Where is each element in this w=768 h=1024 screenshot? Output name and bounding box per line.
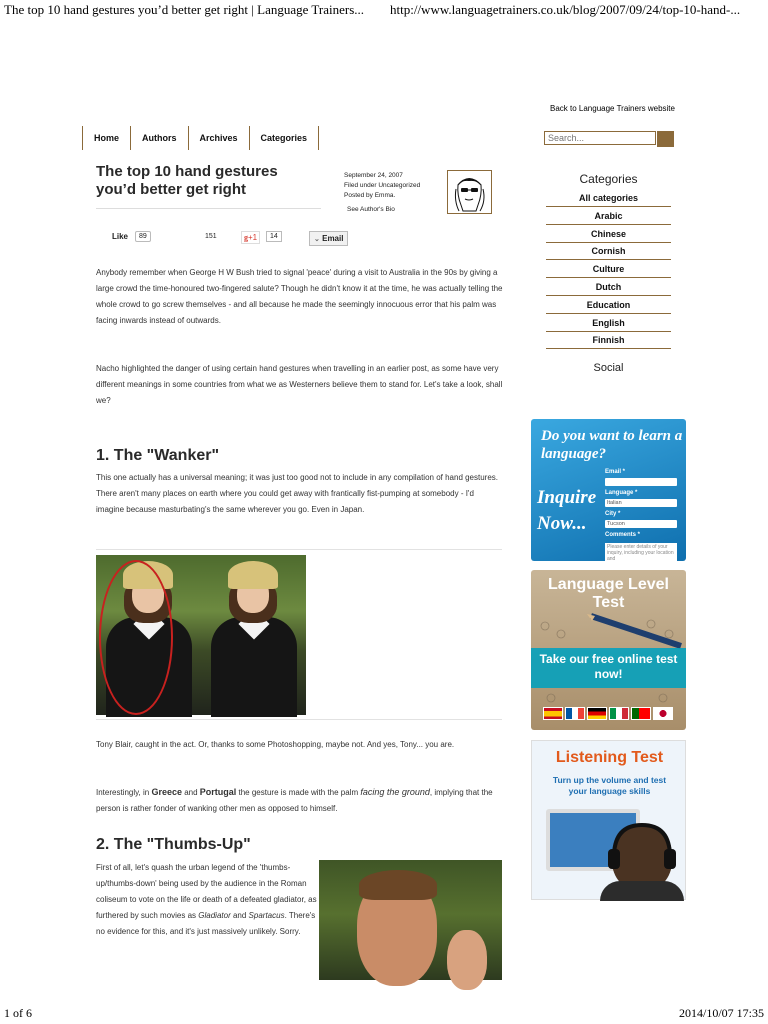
main-nav bbox=[82, 126, 319, 150]
s2-text-1: First of all, let's quash the urban legend of the 'thumbs-up/thumbs-down' being used by the audience in the Roman coliseum to vote on the life or death of a defeated gladiator, as furthered by such movies as bbox=[96, 863, 317, 920]
page-number: 1 of 6 bbox=[4, 1006, 32, 1020]
search-input[interactable] bbox=[544, 131, 656, 145]
chevron-down-icon: ⌄ bbox=[314, 236, 320, 243]
categories-list bbox=[546, 190, 671, 346]
image-top-rule bbox=[96, 549, 502, 550]
tweet-count: 151 bbox=[205, 233, 217, 240]
category-arabic[interactable]: Arabic bbox=[546, 208, 671, 225]
flag-italy-icon bbox=[609, 707, 629, 720]
ad3-title: Listening Test bbox=[555, 749, 664, 766]
flag-portugal-icon bbox=[631, 707, 651, 720]
note-text-1: Interestingly, in bbox=[96, 788, 152, 797]
email-share-button[interactable] bbox=[309, 231, 348, 246]
category-culture[interactable]: Culture bbox=[546, 261, 671, 278]
note-greece: Greece bbox=[151, 787, 182, 797]
post-filed: Filed under Uncategorized bbox=[344, 182, 421, 189]
ad1-email-label: Email * bbox=[605, 469, 626, 475]
ad2-subtitle: Take our free online test now! bbox=[539, 652, 678, 681]
section-1-heading: 1. The "Wanker" bbox=[96, 447, 220, 464]
ad1-city-label: City * bbox=[605, 511, 621, 517]
post-title: The top 10 hand gestures you’d better get right bbox=[96, 163, 278, 198]
google-plus-button[interactable]: g+1 bbox=[241, 231, 260, 244]
ad1-headline: Do you want to learn a language? bbox=[541, 428, 683, 462]
email-label: Email bbox=[322, 234, 344, 243]
ad1-comments-field[interactable]: Please enter details of your inquiry, including your location and bbox=[605, 543, 677, 563]
print-title: The top 10 hand gestures you’d better get right | Language Trainers... bbox=[4, 2, 365, 17]
note-text-4: , implying that the person is rather fonder of wanking other men as opposed to himself. bbox=[96, 788, 493, 813]
s2-gladiator: Gladiator bbox=[198, 911, 231, 920]
s2-text-3: . There's no evidence for this, and it's just massively unlikely. Sorry. bbox=[96, 911, 316, 936]
nav-categories[interactable]: Categories bbox=[249, 126, 320, 150]
section-1-text: This one actually has a universal meaning; it was just too good not to include in any compilation of hand gestures. There aren't many places on earth where you could get away with frantically fist-pumping at somebody - I'd imagine because masturbating's the same wherever you go. Even in Japan. bbox=[96, 473, 499, 514]
intro-paragraph-1: Anybody remember when George H W Bush tried to signal 'peace' during a visit to Australia in the 90s by giving a large crowd the time-honoured two-fingered salute? Though he didn't know it at the time, he was actually telling the whole crowd to go screw themselves - and all because he made the seemingly innocuous error that his palm was facing inwards instead of outwards. bbox=[96, 268, 503, 325]
gplus-count: 14 bbox=[266, 231, 282, 242]
category-dutch[interactable]: Dutch bbox=[546, 279, 671, 296]
nav-archives[interactable]: Archives bbox=[188, 126, 249, 150]
ad1-city-select[interactable]: Tucson bbox=[605, 520, 677, 528]
nav-home[interactable]: Home bbox=[82, 126, 130, 150]
schwarzenegger-photo bbox=[319, 860, 502, 980]
s2-spartacus: Spartacus bbox=[248, 911, 285, 920]
ad1-cta: Inquire Now... bbox=[537, 487, 597, 534]
back-to-site-link[interactable]: Back to Language Trainers website bbox=[550, 104, 675, 113]
print-url: http://www.languagetrainers.co.uk/blog/2007/09/24/top-10-hand-... bbox=[390, 2, 741, 17]
red-highlight-ellipse bbox=[99, 560, 173, 715]
print-header bbox=[0, 0, 768, 20]
category-finnish[interactable]: Finnish bbox=[546, 332, 671, 349]
listener-shirt bbox=[600, 881, 684, 901]
section-2-heading: 2. The "Thumbs-Up" bbox=[96, 836, 251, 853]
language-flags bbox=[543, 707, 673, 720]
ad1-email-field[interactable] bbox=[605, 478, 677, 486]
flag-france-icon bbox=[565, 707, 585, 720]
flag-germany-icon bbox=[587, 707, 607, 720]
listening-test-ad-banner[interactable] bbox=[531, 740, 686, 900]
search-button[interactable] bbox=[657, 131, 674, 147]
inquire-ad-banner[interactable] bbox=[531, 419, 686, 561]
nav-authors[interactable]: Authors bbox=[130, 126, 188, 150]
post-meta bbox=[344, 171, 420, 201]
category-education[interactable]: Education bbox=[546, 297, 671, 314]
author-bio-link[interactable]: See Author's Bio bbox=[347, 206, 395, 213]
flag-spain-icon bbox=[543, 707, 563, 720]
photo-caption: Tony Blair, caught in the act. Or, thanks to some Photoshopping, maybe not. And yes, Tony... you are. bbox=[96, 740, 455, 749]
category-chinese[interactable]: Chinese bbox=[546, 226, 671, 243]
category-english[interactable]: English bbox=[546, 315, 671, 332]
flag-japan-icon bbox=[653, 707, 673, 720]
ad3-subtitle: Turn up the volume and test your language skills bbox=[552, 775, 667, 796]
category-cornish[interactable]: Cornish bbox=[546, 243, 671, 260]
section-2-text bbox=[96, 860, 318, 940]
ad1-language-select[interactable]: Italian bbox=[605, 499, 677, 507]
post-date: September 24, 2007 bbox=[344, 172, 403, 179]
print-footer bbox=[0, 1004, 768, 1024]
facebook-like-button[interactable]: Like bbox=[112, 232, 129, 241]
gplus-label: +1 bbox=[248, 233, 258, 242]
level-test-ad-banner[interactable] bbox=[531, 570, 686, 730]
post-author: Posted by Emma. bbox=[344, 192, 396, 199]
ad1-language-label: Language * bbox=[605, 490, 638, 496]
ad2-title: Language Level Test bbox=[548, 576, 669, 611]
title-divider bbox=[96, 208, 321, 209]
categories-title: Categories bbox=[579, 172, 638, 186]
category-all[interactable]: All categories bbox=[546, 190, 671, 207]
social-title: Social bbox=[593, 362, 624, 374]
note-italic: facing the ground bbox=[360, 787, 430, 797]
like-count: 89 bbox=[135, 231, 151, 242]
print-datetime: 2014/10/07 17:35 bbox=[678, 1006, 764, 1020]
blair-photo-right bbox=[201, 555, 306, 715]
note-text-3: the gesture is made with the palm bbox=[236, 788, 361, 797]
headphones-icon bbox=[606, 821, 678, 871]
note-portugal: Portugal bbox=[199, 787, 237, 797]
s2-text-2: and bbox=[230, 911, 249, 920]
intro-paragraph-2: Nacho highlighted the danger of using certain hand gestures when travelling in an earlier post, as some have very different meanings in some countries from what we as Westerners believe them to stand for. Let's take a look, shall we? bbox=[96, 364, 503, 405]
author-avatar[interactable] bbox=[447, 170, 492, 214]
ad1-comments-label: Comments * bbox=[605, 532, 641, 538]
image-bottom-rule bbox=[96, 719, 502, 720]
section-1-note bbox=[96, 784, 504, 817]
note-text-2: and bbox=[181, 788, 200, 797]
sketch-portrait-icon bbox=[448, 171, 491, 213]
